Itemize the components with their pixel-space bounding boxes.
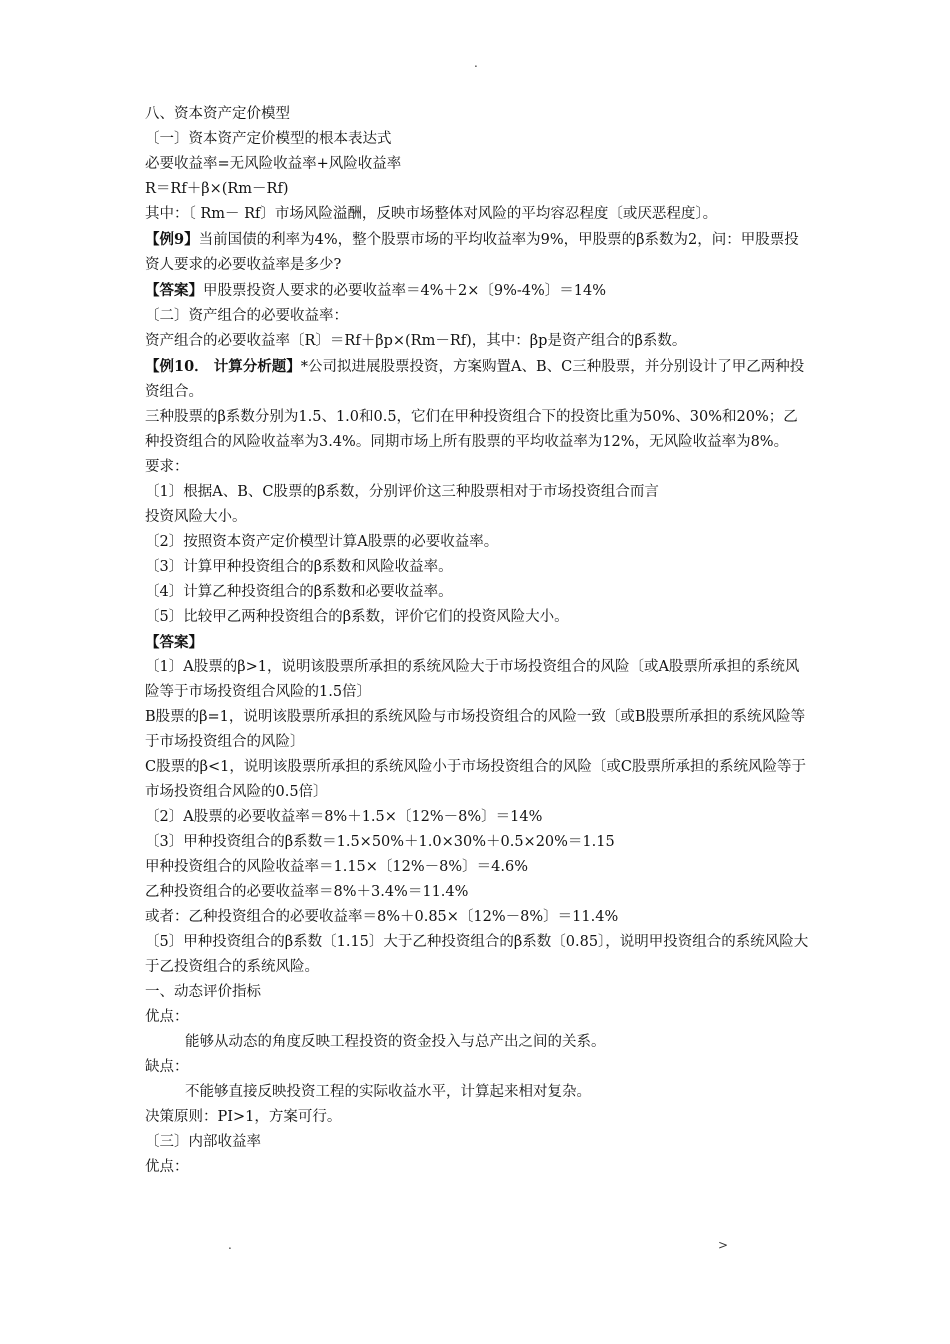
indented-text-line: 不能够直接反映投资工程的实际收益水平，计算起来相对复杂。	[185, 1084, 591, 1100]
requirement-item: 〔5〕比较甲乙两种投资组合的β系数，评价它们的投资风险大小。	[145, 609, 569, 625]
answer-heading: 【答案】	[145, 634, 203, 651]
indented-text-line: 能够从动态的角度反映工程投资的资金投入与总产出之间的关系。	[185, 1034, 606, 1050]
answer-9-line	[145, 278, 810, 304]
section-heading: 一、动态评价指标	[145, 984, 261, 1000]
example-10-paragraph	[145, 354, 810, 405]
text-line: 优点：	[145, 1009, 189, 1025]
example-9-label: 【例9】	[145, 231, 199, 248]
text-line: 其中：〔 Rm－ Rf〕市场风险溢酬，反映市场整体对风险的平均容忍程度〔或厌恶程度〕。	[145, 206, 718, 222]
example-9-text: 当前国债的利率为4%，整个股票市场的平均收益率为9%，甲股票的β系数为2，问：甲股票投资人要求的必要收益率是多少?	[145, 232, 799, 273]
requirement-item-continued: 投资风险大小。	[145, 509, 247, 525]
requirement-item: 〔3〕计算甲种投资组合的β系数和风险收益率。	[145, 559, 453, 575]
requirement-item: 〔2〕按照资本资产定价模型计算A股票的必要收益率。	[145, 534, 499, 550]
requirement-item: 〔4〕计算乙种投资组合的β系数和必要收益率。	[145, 584, 453, 600]
text-line: 必要收益率=无风险收益率+风险收益率	[145, 156, 402, 172]
answer-9-text: 甲股票投资人要求的必要收益率＝4%＋2×〔9%-4%〕＝14%	[203, 283, 607, 299]
answer-line: 〔2〕A股票的必要收益率＝8%＋1.5×〔12%－8%〕＝14%	[145, 809, 543, 825]
text-line: 优点：	[145, 1159, 189, 1175]
formula-line: R＝Rf＋β×(Rm－Rf)	[145, 181, 289, 197]
example-9-paragraph	[145, 227, 810, 278]
example-10-label: 【例10． 计算分析题】	[145, 358, 301, 375]
answer-paragraph: B股票的β=1，说明该股票所承担的系统风险与市场投资组合的风险一致〔或B股票所承担的系统风险等于市场投资组合的风险〕	[145, 709, 806, 750]
text-paragraph: 三种股票的β系数分别为1.5、1.0和0.5，它们在甲种投资组合下的投资比重为50%、30%和20%；乙种投资组合的风险收益率为3.4%。同期市场上所有股票的平均收益率为12%，无风险收益率为8%。	[145, 409, 798, 450]
header-mark: .	[474, 56, 478, 70]
answer-paragraph: 〔1〕A股票的β>1，说明该股票所承担的系统风险大于市场投资组合的风险〔或A股票所承担的系统风险等于市场投资组合风险的1.5倍〕	[145, 659, 800, 700]
answer-label: 【答案】	[145, 282, 203, 299]
text-line: 决策原则：PI>1，方案可行。	[145, 1109, 342, 1125]
example-10-text: *公司拟进展股票投资，方案购置A、B、C三种股票，并分别设计了甲乙两种投资组合。	[145, 359, 805, 400]
subsection-heading: 〔三〕内部收益率	[145, 1134, 261, 1150]
footer-right-mark: >	[718, 1238, 729, 1252]
text-line: 要求：	[145, 459, 189, 475]
answer-line: 甲种投资组合的风险收益率＝1.15×〔12%－8%〕＝4.6%	[145, 859, 529, 875]
subsection-heading: 〔二〕资产组合的必要收益率：	[145, 308, 348, 324]
answer-line: 乙种投资组合的必要收益率＝8%＋3.4%＝11.4%	[145, 884, 469, 900]
footer-left-mark: .	[228, 1238, 232, 1252]
subsection-heading: 〔一〕资本资产定价模型的根本表达式	[145, 131, 392, 147]
section-heading: 八、资本资产定价模型	[145, 106, 290, 122]
answer-paragraph: 〔5〕甲种投资组合的β系数〔1.15〕大于乙种投资组合的β系数〔0.85〕，说明甲投资组合的系统风险大于乙投资组合的系统风险。	[145, 934, 809, 975]
formula-line: 资产组合的必要收益率〔R〕＝Rf＋βp×(Rm－Rf)，其中：βp是资产组合的β系数。	[145, 333, 687, 349]
answer-line: 或者：乙种投资组合的必要收益率＝8%＋0.85×〔12%－8%〕＝11.4%	[145, 909, 619, 925]
answer-paragraph: C股票的β<1，说明该股票所承担的系统风险小于市场投资组合的风险〔或C股票所承担的系统风险等于市场投资组合风险的0.5倍〕	[145, 759, 806, 800]
document-body	[145, 102, 810, 1180]
requirement-item: 〔1〕根据A、B、C股票的β系数，分别评价这三种股票相对于市场投资组合而言	[145, 484, 659, 500]
text-line: 缺点：	[145, 1059, 189, 1075]
answer-line: 〔3〕甲种投资组合的β系数＝1.5×50%＋1.0×30%＋0.5×20%＝1.15	[145, 834, 615, 850]
